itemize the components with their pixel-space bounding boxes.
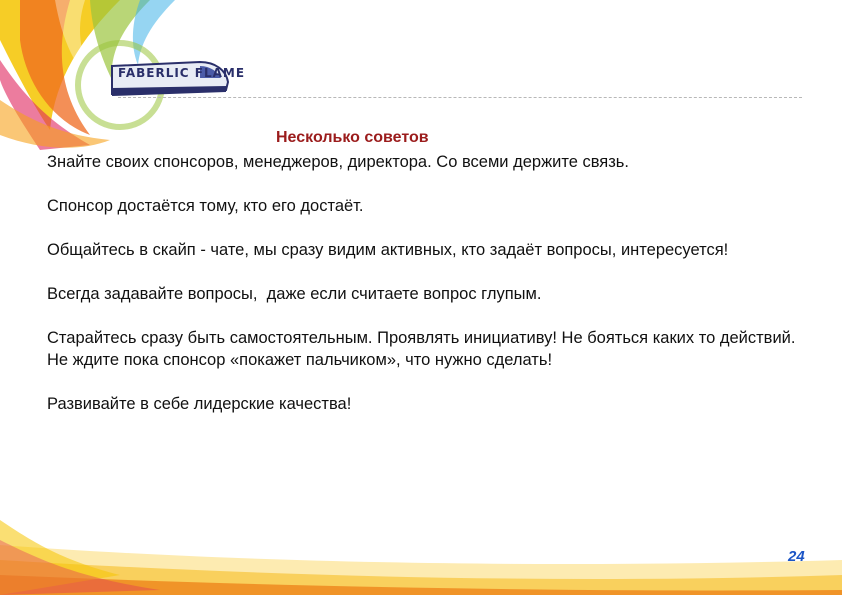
header-divider [118, 97, 802, 98]
tip-item: Старайтесь сразу быть самостоятельным. Проявлять инициативу! Не бояться каких то действий. [47, 329, 796, 347]
tip-item: Знайте своих спонсоров, менеджеров, директора. Со всеми держите связь. [47, 153, 629, 171]
tip-item: Не ждите пока спонсор «покажет пальчиком», что нужно сделать! [47, 351, 553, 369]
slide-title: Несколько советов [276, 129, 429, 146]
bottom-swirl-graphic [0, 520, 842, 595]
tip-item: Всегда задавайте вопросы, даже если считаете вопрос глупым. [47, 285, 542, 303]
tip-item: Спонсор достаётся тому, кто его достаёт. [47, 197, 364, 215]
tip-item: Развивайте в себе лидерские качества! [47, 395, 352, 413]
logo-text: FABERLIC FLAME [118, 66, 246, 80]
tip-item: Общайтесь в скайп - чате, мы сразу видим активных, кто задаёт вопросы, интересуется! [47, 241, 729, 259]
tips-list [47, 151, 827, 415]
page-number: 24 [788, 548, 805, 565]
